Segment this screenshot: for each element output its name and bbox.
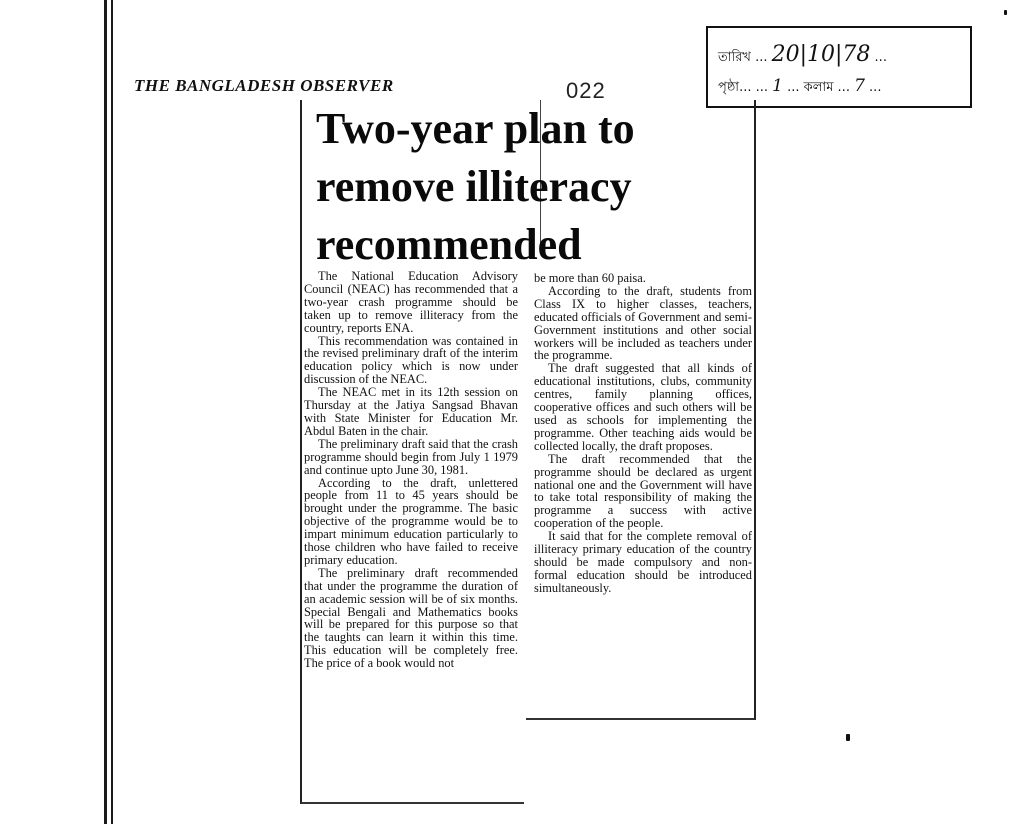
stamp-column-value: 7 — [854, 76, 865, 96]
article-column-left — [304, 270, 518, 670]
article-paragraph: The National Education Advisory Council (NEAC) has recommended that a two-year crash programme should be taken up to remove illiteracy from the country, reports ENA. — [304, 269, 518, 335]
left-edge-line-inner — [111, 0, 113, 824]
stamp-column-label: কলাম — [803, 80, 834, 95]
stamp-page-label: পৃষ্ঠা — [718, 80, 740, 95]
archive-stamp — [706, 26, 972, 108]
newspaper-masthead: THE BANGLADESH OBSERVER — [134, 76, 394, 95]
stamp-page-value: 1 — [772, 76, 783, 96]
left-edge-line — [104, 0, 107, 824]
article-column-right — [534, 272, 752, 595]
article-paragraph: The NEAC met in its 12th session on Thursday at the Jatiya Sangsad Bhavan with State Minister for Education Mr. Abdul Baten in the chair. — [304, 385, 518, 438]
stamp-date-row: তারিখ ... 20|10|78 ... — [718, 42, 887, 67]
article-paragraph: According to the draft, unlettered people from 11 to 45 years should be brought under the programme. The basic objective of the programme would be to impart minimum education particularly to those children who have failed to receive primary education. — [304, 475, 518, 567]
headline-line: recommended — [316, 220, 582, 269]
stamp-date-label: তারিখ — [718, 50, 751, 65]
article-paragraph: This recommendation was contained in the revised preliminary draft of the interim education policy which is now under discussion of the NEAC. — [304, 333, 518, 387]
article-paragraph: According to the draft, students from Class IX to higher classes, teachers, educated officials of Government and semi-Government institutions and other social workers will be included as teachers under the programme. — [534, 283, 752, 363]
stamp-date-value: 20|10|78 — [771, 42, 871, 67]
stamp-page-row: পৃষ্ঠা... ... 1 ... কলাম ... 7 ... — [718, 76, 882, 96]
article-paragraph: be more than 60 paisa. — [534, 271, 646, 285]
headline-line: Two-year plan to — [316, 104, 635, 153]
article-paragraph: The preliminary draft said that the crash programme should begin from July 1 1979 and continue upto June 30, 1981. — [304, 436, 518, 477]
article-paragraph: The draft suggested that all kinds of educational institutions, clubs, community centres, family planning offices, cooperative offices and such others will be used as schools for implementing the programme. Other teaching aids would be collected locally, the draft proposes. — [534, 361, 752, 453]
scan-speck — [1004, 10, 1007, 15]
article-headline — [316, 100, 716, 274]
article-paragraph: The preliminary draft recommended that under the programme the duration of an academic session will be of six months. Special Bengali and Mathematics books will be prepared for this purpose so that the taughts can learn it within this time. This education will be completely free. The price of a book would not — [304, 565, 518, 671]
page-number: 022 — [566, 78, 606, 103]
headline-line: remove illiteracy — [316, 162, 632, 211]
article-paragraph: The draft recommended that the programme should be declared as urgent national one and the Government will have to take total responsibility of making the programme a success with active cooperation of the people. — [534, 451, 752, 531]
scan-speck — [846, 734, 850, 741]
article-paragraph: It said that for the complete removal of illiteracy primary education of the country should be made compulsory and non-formal education should be introduced simultaneously. — [534, 529, 752, 595]
